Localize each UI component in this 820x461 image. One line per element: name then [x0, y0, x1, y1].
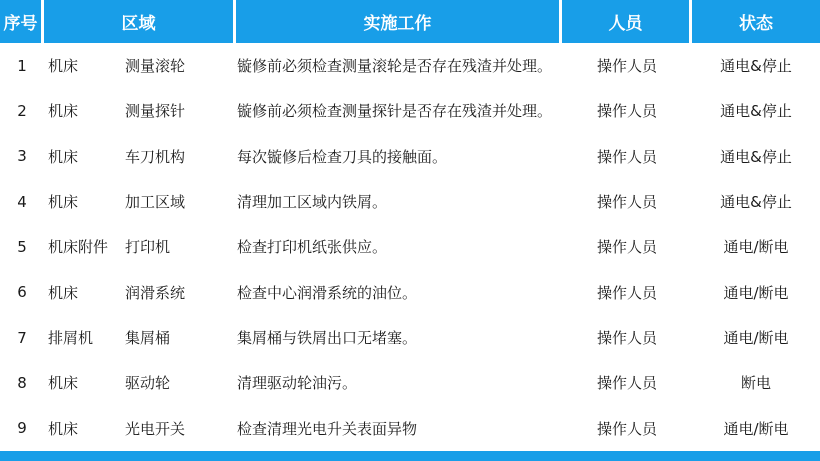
col-header-area: 区域 — [44, 0, 236, 43]
area-label: 机床 — [48, 374, 79, 393]
row-number: 3 — [17, 147, 27, 166]
area-label: 机床 — [48, 102, 79, 121]
row-number: 9 — [17, 419, 27, 438]
status-label: 通电/断电 — [723, 238, 789, 257]
col-header-status: 状态 — [692, 0, 820, 43]
table-row — [0, 134, 820, 179]
table-row — [0, 360, 820, 405]
table-row — [0, 179, 820, 224]
table-row — [0, 224, 820, 269]
status-label: 通电&停止 — [720, 193, 792, 212]
table-header-row — [0, 0, 820, 43]
status-label: 通电&停止 — [720, 57, 792, 76]
subarea-label: 车刀机构 — [125, 147, 186, 166]
status-label: 通电/断电 — [723, 283, 789, 302]
table-row — [0, 43, 820, 88]
personnel-label: 操作人员 — [596, 57, 657, 76]
area-label: 机床 — [48, 57, 79, 76]
status-label: 通电&停止 — [720, 102, 792, 121]
subarea-label: 加工区域 — [125, 193, 186, 212]
area-label: 排屑机 — [48, 329, 94, 348]
row-number: 5 — [17, 237, 27, 256]
subarea-label: 集屑桶 — [125, 329, 171, 348]
area-label: 机床 — [48, 193, 79, 212]
status-label: 通电&停止 — [720, 147, 792, 166]
subarea-label: 测量滚轮 — [125, 57, 186, 76]
work-description: 清理驱动轮油污。 — [237, 374, 358, 393]
table-row — [0, 88, 820, 133]
work-description: 镟修前必须检查测量探针是否存在残渣并处理。 — [237, 102, 553, 121]
row-number: 6 — [17, 283, 27, 302]
status-label: 通电/断电 — [723, 329, 789, 348]
area-label: 机床 — [48, 283, 79, 302]
subarea-label: 润滑系统 — [125, 283, 186, 302]
work-description: 检查打印机纸张供应。 — [237, 238, 388, 257]
col-header-personnel: 人员 — [562, 0, 692, 43]
personnel-label: 操作人员 — [596, 329, 657, 348]
area-label: 机床 — [48, 419, 79, 438]
col-header-number: 序号 — [0, 0, 44, 43]
status-label: 通电/断电 — [723, 419, 789, 438]
personnel-label: 操作人员 — [596, 147, 657, 166]
table-row — [0, 406, 820, 451]
personnel-label: 操作人员 — [596, 193, 657, 212]
table-footer-bar — [0, 451, 820, 461]
row-number: 1 — [17, 56, 27, 75]
work-description: 集屑桶与铁屑出口无堵塞。 — [237, 329, 418, 348]
subarea-label: 驱动轮 — [125, 374, 171, 393]
table-body — [0, 43, 820, 451]
work-description: 每次镟修后检查刀具的接触面。 — [237, 147, 448, 166]
personnel-label: 操作人员 — [596, 238, 657, 257]
row-number: 2 — [17, 101, 27, 120]
work-description: 清理加工区域内铁屑。 — [237, 193, 388, 212]
area-label: 机床附件 — [48, 238, 109, 257]
table-row — [0, 315, 820, 360]
subarea-label: 打印机 — [125, 238, 171, 257]
personnel-label: 操作人员 — [596, 283, 657, 302]
row-number: 7 — [17, 328, 27, 347]
personnel-label: 操作人员 — [596, 419, 657, 438]
work-description: 镟修前必须检查测量滚轮是否存在残渣并处理。 — [237, 57, 553, 76]
area-label: 机床 — [48, 147, 79, 166]
row-number: 8 — [17, 373, 27, 392]
work-description: 检查清理光电升关表面异物 — [237, 419, 418, 438]
col-header-work: 实施工作 — [236, 0, 562, 43]
subarea-label: 测量探针 — [125, 102, 186, 121]
personnel-label: 操作人员 — [596, 102, 657, 121]
status-label: 断电 — [740, 374, 771, 393]
personnel-label: 操作人员 — [596, 374, 657, 393]
table-row — [0, 270, 820, 315]
subarea-label: 光电开关 — [125, 419, 186, 438]
work-description: 检查中心润滑系统的油位。 — [237, 283, 418, 302]
row-number: 4 — [17, 192, 27, 211]
